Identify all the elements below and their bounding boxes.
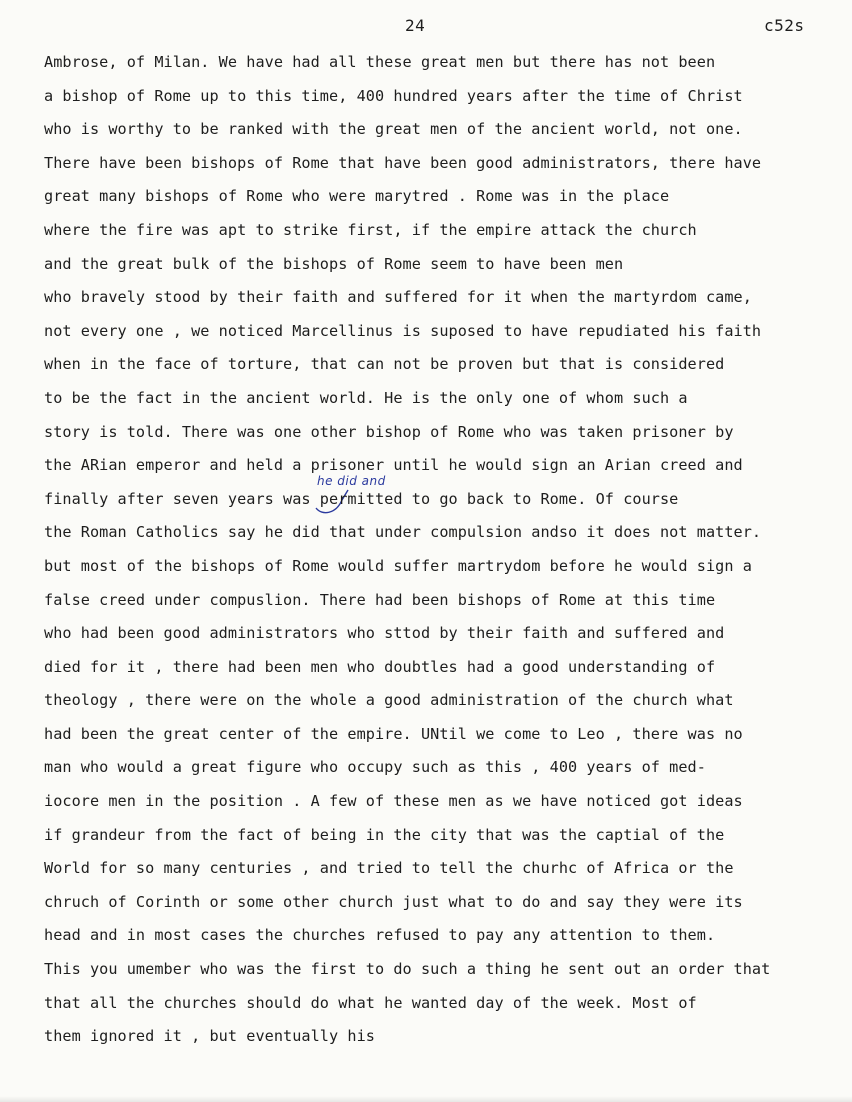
text-line: died for it , there had been men who doubtles had a good understanding of <box>44 657 716 676</box>
text-line: who had been good administrators who sttod by their faith and suffered and <box>44 624 725 643</box>
text-line: great many bishops of Rome who were marytred . Rome was in the place <box>44 187 670 206</box>
text-line: chruch of Corinth or some other church just what to do and say they were its <box>44 892 743 911</box>
text-line: but most of the bishops of Rome would suffer martrydom before he would sign a <box>44 556 752 575</box>
text-line: iocore men in the position . A few of these men as we have noticed got ideas <box>44 792 743 811</box>
text-line: story is told. There was one other bishop of Rome who was taken prisoner by <box>44 422 734 441</box>
body-text <box>44 46 834 1054</box>
text-line: who bravely stood by their faith and suffered for it when the martyrdom came, <box>44 288 752 307</box>
text-line: theology , there were on the whole a good administration of the church what <box>44 691 734 710</box>
text-line: where the fire was apt to strike first, if the empire attack the church <box>44 220 697 239</box>
text-line: finally after seven years was permitted to go back to Rome. Of course <box>44 489 679 508</box>
text-line: There have been bishops of Rome that have been good administrators, there have <box>44 153 762 172</box>
text-line: false creed under compuslion. There had been bishops of Rome at this time <box>44 590 716 609</box>
page-bottom-edge <box>0 1096 852 1102</box>
text-line: not every one , we noticed Marcellinus is suposed to have repudiated his faith <box>44 321 762 340</box>
text-line: Ambrose, of Milan. We have had all these great men but there has not been <box>44 53 716 71</box>
page-number: 24 <box>405 16 426 35</box>
text-line: the ARian emperor and held a prisoner until he would sign an Arian creed and <box>44 456 743 475</box>
text-line: when in the face of torture, that can not be proven but that is considered <box>44 355 725 374</box>
text-line: This you umember who was the first to do such a thing he sent out an order that <box>44 960 771 979</box>
text-line: who is worthy to be ranked with the great men of the ancient world, not one. <box>44 120 743 139</box>
text-line: World for so many centuries , and tried to tell the churhc of Africa or the <box>44 859 734 878</box>
text-line: man who would a great figure who occupy such as this , 400 years of med- <box>44 758 706 777</box>
text-line: them ignored it , but eventually his <box>44 1027 375 1046</box>
text-line: if grandeur from the fact of being in the city that was the captial of the <box>44 825 725 844</box>
text-line: and the great bulk of the bishops of Rome seem to have been men <box>44 254 624 273</box>
text-line: the Roman Catholics say he did that under compulsion andso it does not matter. <box>44 523 762 542</box>
text-line: had been the great center of the empire. UNtil we come to Leo , there was no <box>44 724 743 743</box>
handwritten-insertion: he did and <box>317 474 386 488</box>
document-code: c52s <box>764 16 805 35</box>
text-line: head and in most cases the churches refused to pay any attention to them. <box>44 926 716 945</box>
text-line: to be the fact in the ancient world. He is the only one of whom such a <box>44 388 688 407</box>
text-line: that all the churches should do what he wanted day of the week. Most of <box>44 993 697 1012</box>
text-line: a bishop of Rome up to this time, 400 hundred years after the time of Christ <box>44 86 743 105</box>
